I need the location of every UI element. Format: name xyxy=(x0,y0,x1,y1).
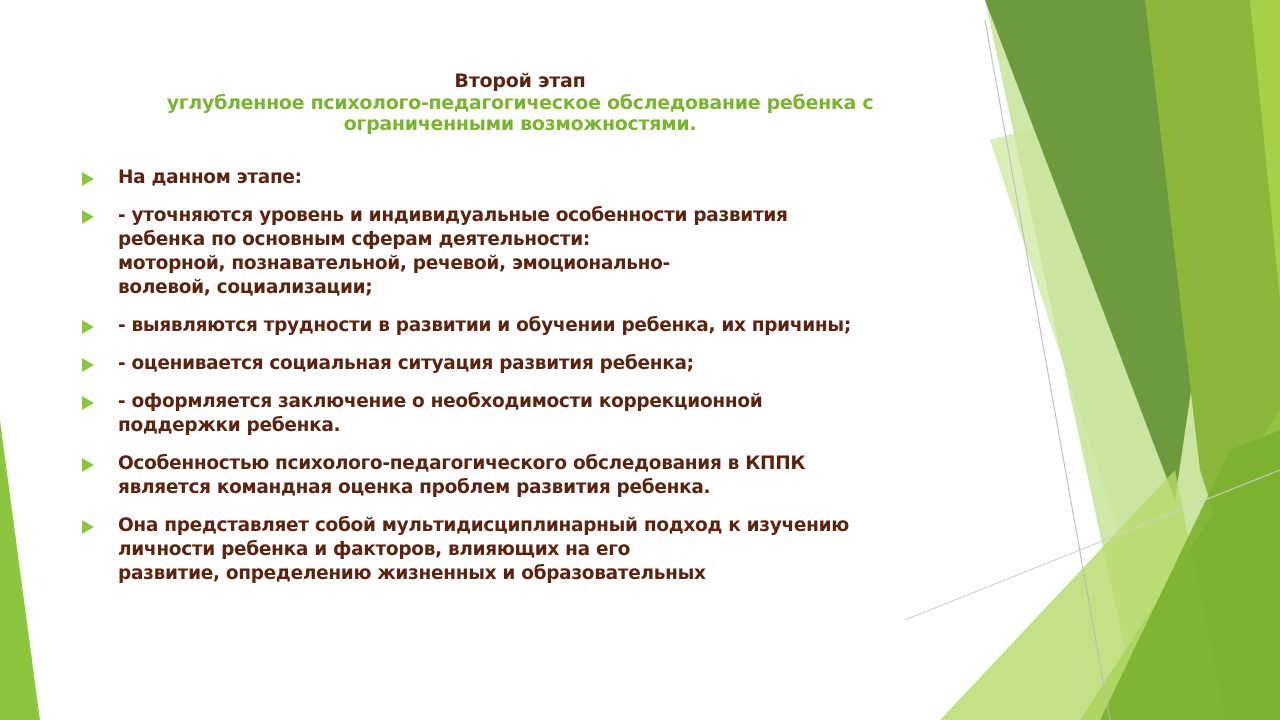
subtitle-line: ограниченными возможностями. xyxy=(343,113,697,135)
triangle-bullet-icon xyxy=(82,358,94,372)
left-green-strip xyxy=(0,420,40,720)
bullet-line: моторной, познавательной, речевой, эмоционально- xyxy=(118,253,670,274)
bullet-line: личности ребенка и факторов, влияющих на его xyxy=(118,539,630,560)
bullet-item xyxy=(82,514,962,586)
bullet-item xyxy=(82,452,962,500)
triangle-bullet-icon xyxy=(82,320,94,334)
bullet-line: - выявляются трудности в развитии и обучении ребенка, их причины; xyxy=(118,315,851,336)
bullet-item xyxy=(82,390,962,438)
bullet-line: На данном этапе: xyxy=(118,167,302,188)
title-block xyxy=(100,70,940,135)
bullet-text xyxy=(118,452,962,500)
triangle-bullet-icon xyxy=(82,520,94,534)
bullet-item xyxy=(82,204,962,300)
bullet-line: поддержки ребенка. xyxy=(118,415,341,436)
bullet-item xyxy=(82,314,962,338)
bullet-line: ребенка по основным сферам деятельности: xyxy=(118,229,590,250)
bullet-item xyxy=(82,166,962,190)
subtitle-line: углубленное психолого-педагогическое обследование ребенка с xyxy=(166,92,874,114)
triangle-bullet-icon xyxy=(82,172,94,186)
bullet-line: Она представляет собой мультидисциплинарный подход к изучению xyxy=(118,515,849,536)
bullet-item xyxy=(82,352,962,376)
bullet-text xyxy=(118,514,962,586)
triangle-bullet-icon xyxy=(82,458,94,472)
bullet-line: волевой, социализации; xyxy=(118,277,373,298)
bullet-line: Особенностью психолого-педагогического обследования в КППК xyxy=(118,453,806,474)
bullet-text xyxy=(118,352,962,376)
bullet-line: - оценивается социальная ситуация развития ребенка; xyxy=(118,353,694,374)
bullet-list xyxy=(82,166,962,600)
bullet-line: - уточняются уровень и индивидуальные особенности развития xyxy=(118,205,788,226)
slide-subtitle xyxy=(100,93,940,135)
bullet-text xyxy=(118,204,962,300)
bullet-text xyxy=(118,390,962,438)
bullet-text xyxy=(118,166,962,190)
bullet-line: развитие, определению жизненных и образовательных xyxy=(118,563,706,584)
triangle-bullet-icon xyxy=(82,396,94,410)
slide-title: Второй этап xyxy=(454,70,586,92)
bullet-text xyxy=(118,314,962,338)
bullet-line: - оформляется заключение о необходимости коррекционной xyxy=(118,391,763,412)
bullet-line: является командная оценка проблем развития ребенка. xyxy=(118,477,711,498)
triangle-bullet-icon xyxy=(82,210,94,224)
